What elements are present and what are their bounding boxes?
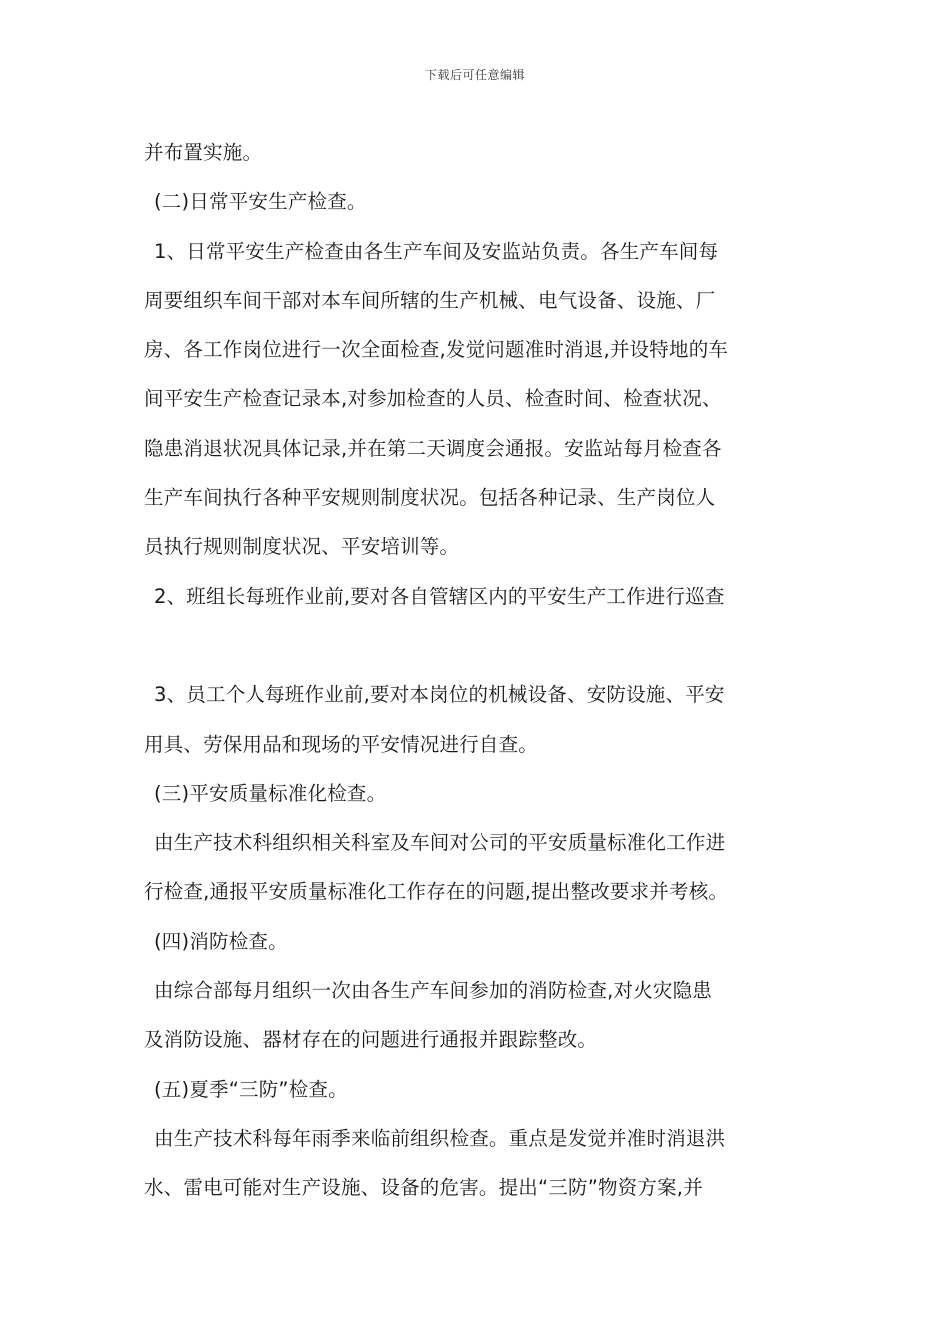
section-heading: (五)夏季“三防”检查。 [154, 1077, 348, 1101]
paragraph-line: 房、各工作岗位进行一次全面检查,发觉问题准时消退,并设特地的车 [144, 338, 729, 362]
blank-line [144, 621, 808, 670]
paragraph-line: 3、员工个人每班作业前,要对本岗位的机械设备、安防设施、平安 [154, 683, 725, 707]
paragraph-line: 间平安生产检查记录本,对参加检查的人员、检查时间、检查状况、 [144, 387, 722, 411]
paragraph-line: 周要组织车间干部对本车间所辖的生产机械、电气设备、设施、厂 [144, 288, 716, 312]
page-header-note: 下载后可任意编辑 [424, 68, 525, 82]
section-heading: (二)日常平安生产检查。 [154, 190, 367, 214]
text-line: 并布置实施。 [144, 141, 263, 164]
paragraph-line: 由综合部每月组织一次由各生产车间参加的消防检查,对火灾隐患 [154, 979, 712, 1003]
document-body [144, 128, 808, 1213]
paragraph-line: 2、班组长每班作业前,要对各自管辖区内的平安生产工作进行巡查 [154, 584, 725, 608]
paragraph-line: 水、雷电可能对生产设施、设备的危害。提出“三防”物资方案,并 [144, 1176, 703, 1200]
section-heading: (四)消防检查。 [154, 929, 288, 953]
paragraph-line: 由生产技术科每年雨季来临前组织检查。重点是发觉并准时消退洪 [154, 1126, 726, 1150]
paragraph-line: 1、日常平安生产检查由各生产车间及安监站负责。各生产车间每 [154, 239, 719, 263]
paragraph-line: 用具、劳保用品和现场的平安情况进行自查。 [144, 732, 539, 756]
paragraph-line: 隐患消退状况具体记录,并在第二天调度会通报。安监站每月检查各 [144, 436, 722, 460]
paragraph-line: 由生产技术科组织相关科室及车间对公司的平安质量标准化工作进 [154, 831, 726, 855]
section-heading: (三)平安质量标准化检查。 [154, 781, 387, 805]
paragraph-line: 员执行规则制度状况、平安培训等。 [144, 535, 460, 559]
paragraph-line: 行检查,通报平安质量标准化工作存在的问题,提出整改要求并考核。 [144, 880, 729, 904]
paragraph-line: 及消防设施、器材存在的问题进行通报并跟踪整改。 [144, 1028, 598, 1052]
paragraph-line: 生产车间执行各种平安规则制度状况。包括各种记录、生产岗位人 [144, 486, 716, 510]
